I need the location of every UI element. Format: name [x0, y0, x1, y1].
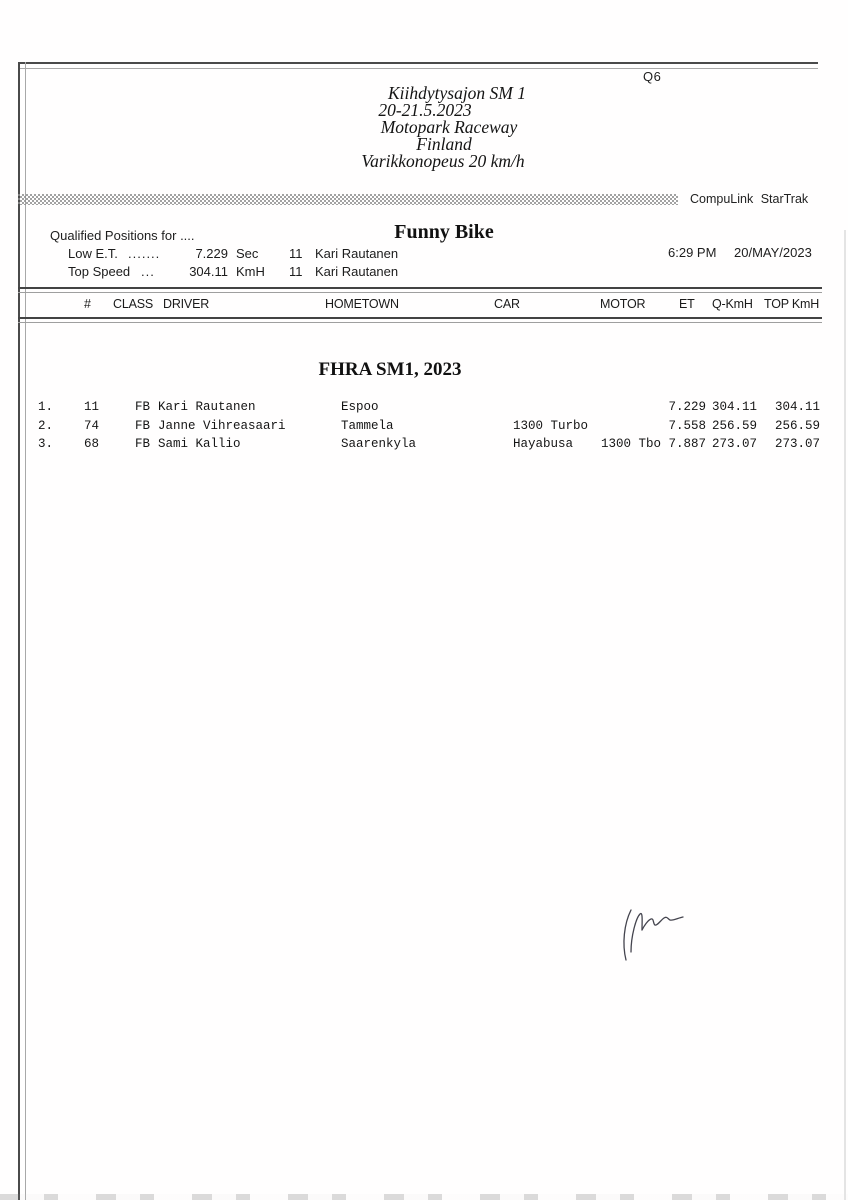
- row-rank: 1.: [38, 400, 54, 414]
- print-time: 6:29 PM: [668, 245, 717, 260]
- page-top-border: [18, 62, 818, 69]
- row-bike-number: 68: [84, 437, 100, 451]
- low-et-value: 7.229: [195, 246, 228, 261]
- row-hometown: Tammela: [341, 419, 394, 433]
- event-title-block: [293, 85, 593, 170]
- row-top-kmh: 256.59: [774, 419, 820, 433]
- row-et: 7.887: [668, 437, 706, 451]
- signature-mark: [612, 902, 702, 966]
- row-rank: 2.: [38, 419, 54, 433]
- col-car: CAR: [494, 297, 520, 311]
- halftone-divider: [18, 194, 678, 205]
- round-label: Q6: [643, 69, 662, 84]
- event-title: Kiihdytysajon SM 1: [387, 83, 527, 103]
- top-speed-dots: ...: [141, 264, 155, 279]
- row-driver: Kari Rautanen: [158, 400, 256, 414]
- low-et-bike-number: 11: [289, 246, 303, 261]
- scan-bottom-edge: [0, 1194, 848, 1200]
- top-speed-driver: Kari Rautanen: [315, 264, 399, 279]
- scan-right-edge: [844, 230, 846, 1200]
- top-speed-label: Top Speed: [68, 264, 131, 279]
- row-class: FB: [135, 400, 151, 414]
- table-row: [0, 437, 848, 451]
- class-name: Funny Bike: [394, 221, 494, 243]
- row-q-kmh: 273.07: [711, 437, 757, 451]
- table-row: [0, 400, 848, 414]
- event-venue: Motopark Raceway: [380, 116, 518, 137]
- col-driver: DRIVER: [163, 297, 210, 311]
- row-et: 7.229: [668, 400, 706, 414]
- row-motor: 1300 Tbo: [601, 437, 662, 451]
- row-q-kmh: 256.59: [711, 419, 757, 433]
- print-date: 20/MAY/2023: [734, 245, 812, 260]
- col-class: CLASS: [113, 297, 153, 311]
- top-speed-bike-number: 11: [289, 264, 303, 279]
- col-motor: MOTOR: [600, 297, 646, 311]
- low-et-label: Low E.T.: [68, 246, 118, 261]
- row-car: 1300 Turbo: [513, 419, 589, 433]
- row-car: Hayabusa: [513, 437, 574, 451]
- table-row: [0, 419, 848, 433]
- low-et-dots: .......: [128, 246, 161, 261]
- section-title: FHRA SM1, 2023: [318, 359, 462, 380]
- low-et-driver: Kari Rautanen: [315, 246, 399, 261]
- row-q-kmh: 304.11: [711, 400, 757, 414]
- page-left-border: [18, 62, 26, 1200]
- col-et: ET: [679, 297, 695, 311]
- pit-speed-note: Varikkonopeus 20 km/h: [361, 150, 525, 171]
- timing-system-brand: CompuLink StarTrak: [690, 192, 809, 206]
- row-top-kmh: 304.11: [774, 400, 820, 414]
- qualified-positions-heading: Qualified Positions for ....: [50, 228, 195, 243]
- col-q-kmh: Q-KmH: [712, 297, 753, 311]
- row-hometown: Espoo: [341, 400, 379, 414]
- low-et-unit: Sec: [236, 246, 259, 261]
- event-date: 20-21.5.2023: [378, 99, 472, 120]
- row-hometown: Saarenkyla: [341, 437, 417, 451]
- row-top-kmh: 273.07: [774, 437, 820, 451]
- results-table-header: [0, 297, 848, 311]
- header-bottom-rule: [18, 317, 822, 323]
- event-country: Finland: [416, 133, 472, 154]
- col-hometown: HOMETOWN: [325, 297, 399, 311]
- col-top-kmh: TOP KmH: [764, 297, 820, 311]
- row-class: FB: [135, 437, 151, 451]
- row-rank: 3.: [38, 437, 54, 451]
- top-speed-unit: KmH: [236, 264, 265, 279]
- row-driver: Sami Kallio: [158, 437, 241, 451]
- row-bike-number: 74: [84, 419, 100, 433]
- row-driver: Janne Vihreasaari: [158, 419, 286, 433]
- row-et: 7.558: [668, 419, 706, 433]
- top-speed-value: 304.11: [189, 264, 228, 279]
- row-bike-number: 11: [84, 400, 100, 414]
- header-top-rule: [18, 287, 822, 293]
- row-class: FB: [135, 419, 151, 433]
- col-number: #: [84, 297, 91, 311]
